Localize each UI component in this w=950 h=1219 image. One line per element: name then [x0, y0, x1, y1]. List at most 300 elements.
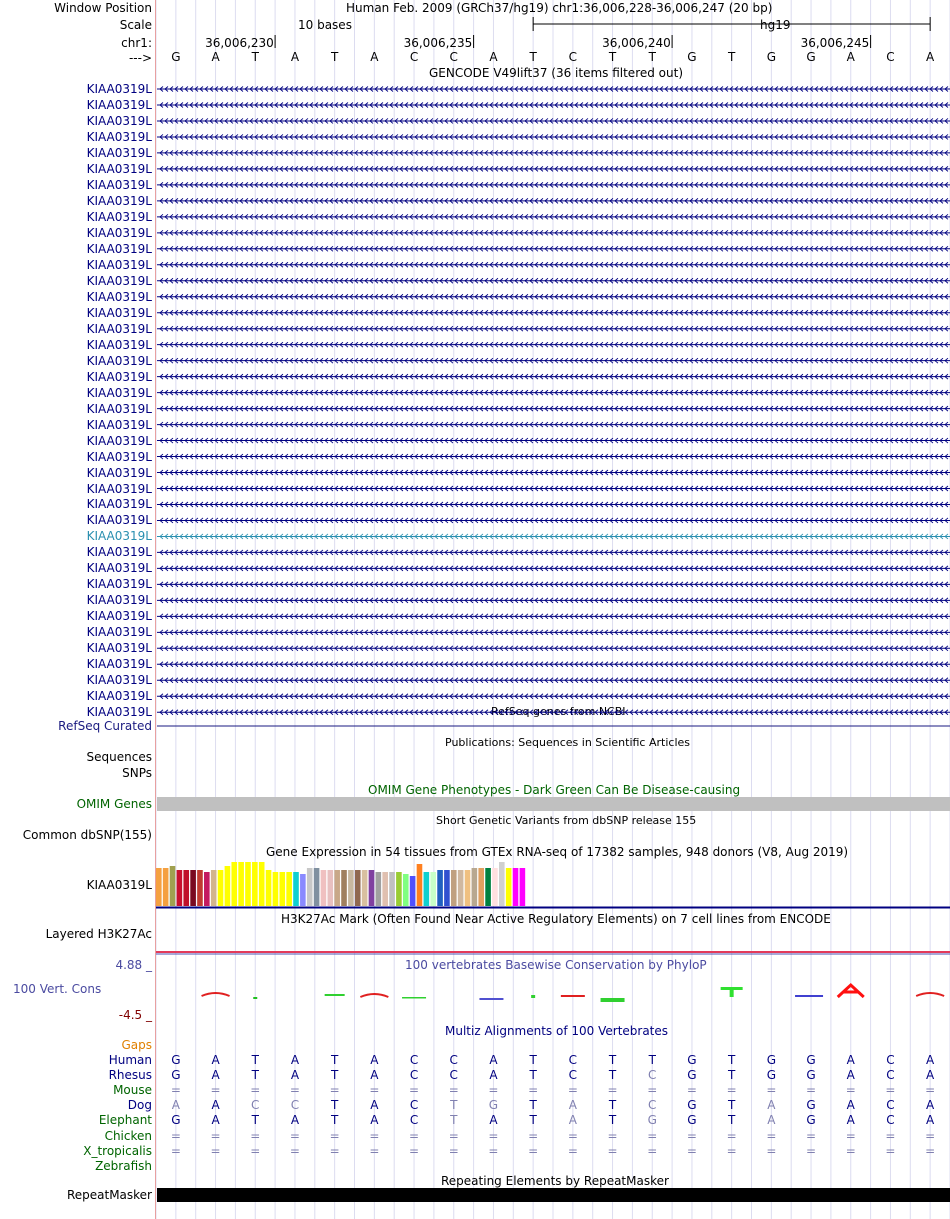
alignment-base: A — [171, 1098, 180, 1113]
gtex-tissue-bar — [444, 870, 450, 906]
omim-label[interactable]: OMIM Genes — [76, 797, 152, 811]
base-letter: T — [251, 50, 259, 64]
gencode-transcript-label[interactable]: KIAA0319L — [86, 193, 152, 208]
alignment-base: C — [290, 1098, 300, 1113]
gencode-transcript-label[interactable]: KIAA0319L — [86, 97, 152, 112]
alignment-base: = — [289, 1143, 300, 1158]
alignment-base: = — [647, 1083, 658, 1098]
alignment-base: = — [766, 1083, 777, 1098]
alignment-base: C — [449, 1068, 458, 1083]
alignment-base: A — [568, 1113, 577, 1128]
alignment-base: = — [686, 1128, 697, 1143]
alignment-base: C — [409, 1068, 419, 1083]
alignment-base: T — [727, 1068, 736, 1083]
phylop-min-label: -4.5 _ — [118, 1008, 152, 1022]
gtex-tissue-bar — [485, 868, 491, 906]
alignment-base: = — [607, 1083, 618, 1098]
gencode-transcript-label[interactable]: KIAA0319L — [86, 353, 152, 368]
base-letter: T — [727, 50, 736, 64]
gtex-tissue-bar — [183, 870, 189, 906]
alignment-base: = — [647, 1128, 658, 1143]
gtex-tissue-bar — [492, 868, 498, 906]
alignment-base: = — [885, 1083, 896, 1098]
alignment-base: = — [210, 1083, 221, 1098]
gtex-tissue-bar — [424, 872, 430, 906]
phylop-score-glyph — [838, 985, 864, 997]
alignment-base: A — [846, 1053, 855, 1067]
repeatmasker-track-title: Repeating Elements by RepeatMasker — [441, 1174, 669, 1188]
alignment-base: T — [450, 1113, 458, 1128]
phylop-track-title: 100 vertebrates Basewise Conservation by PhyloP — [405, 958, 707, 972]
alignment-base: A — [370, 1068, 379, 1083]
assembly-position-text: Human Feb. 2009 (GRCh37/hg19) chr1:36,006,228-36,006,247 (20 bp) — [346, 1, 773, 15]
repeatmasker-bar — [157, 1188, 950, 1202]
alignment-base: = — [607, 1128, 618, 1143]
gencode-transcript-label[interactable]: KIAA0319L — [86, 209, 152, 224]
alignment-base: = — [329, 1128, 340, 1143]
alignment-base: = — [528, 1083, 539, 1098]
gtex-tissue-bar — [437, 870, 443, 906]
alignment-base: = — [925, 1143, 936, 1158]
base-letter: G — [687, 50, 697, 64]
alignment-base: A — [489, 1053, 498, 1067]
alignment-base: = — [369, 1083, 380, 1098]
alignment-base: = — [250, 1128, 261, 1143]
base-letter: A — [290, 50, 300, 64]
publications-sequences-label[interactable]: Sequences — [86, 750, 152, 764]
alignment-base: = — [289, 1128, 300, 1143]
alignment-base: A — [926, 1068, 935, 1083]
alignment-base: = — [726, 1143, 737, 1158]
phylop-score-glyph — [601, 998, 625, 1002]
alignment-base: G — [766, 1068, 776, 1083]
alignment-base: T — [727, 1053, 736, 1067]
gencode-transcript-label[interactable]: KIAA0319L — [86, 465, 152, 480]
alignment-base: A — [290, 1068, 300, 1083]
alignment-base: A — [370, 1113, 379, 1128]
gencode-transcript-label[interactable]: KIAA0319L — [86, 641, 152, 656]
phylop-score-glyph — [360, 994, 388, 997]
db-label: hg19 — [760, 18, 791, 32]
alignment-base: T — [529, 1068, 537, 1083]
alignment-base: A — [370, 1053, 379, 1067]
base-letter: G — [806, 50, 816, 64]
alignment-base: = — [409, 1143, 420, 1158]
alignment-base: = — [845, 1128, 856, 1143]
base-letter: T — [608, 50, 617, 64]
alignment-base: = — [885, 1128, 896, 1143]
base-letter: C — [449, 50, 458, 64]
alignment-base: A — [846, 1098, 855, 1113]
gtex-tissue-bar — [396, 872, 402, 906]
alignment-base: A — [926, 1053, 935, 1067]
gencode-transcript-label[interactable]: KIAA0319L — [86, 657, 152, 672]
alignment-base: A — [846, 1113, 855, 1128]
alignment-base: = — [448, 1128, 459, 1143]
alignment-base: C — [648, 1098, 657, 1113]
omim-gene-bar — [157, 797, 950, 811]
gtex-tissue-bar — [300, 874, 306, 906]
gencode-transcript-label[interactable]: KIAA0319L — [86, 577, 152, 592]
gencode-transcript-label[interactable]: KIAA0319L — [86, 401, 152, 416]
alignment-base: T — [330, 1068, 339, 1083]
gtex-tissue-bar — [252, 862, 258, 906]
alignment-base: A — [211, 1113, 220, 1128]
gencode-transcript-label[interactable]: KIAA0319L — [86, 481, 152, 496]
alignment-base: = — [766, 1143, 777, 1158]
alignment-base: = — [686, 1083, 697, 1098]
gencode-transcript-label[interactable]: KIAA0319L — [86, 545, 152, 560]
gtex-tissue-bar — [376, 872, 382, 906]
refseq-track-title: RefSeq genes from NCBI — [491, 705, 626, 718]
gtex-tissue-bar — [520, 868, 526, 906]
alignment-base: = — [567, 1143, 578, 1158]
position-tick-label: 36,006,245 — [800, 36, 870, 50]
alignment-base: = — [567, 1083, 578, 1098]
position-tick-label: 36,006,235 — [403, 36, 473, 50]
alignment-base: = — [329, 1083, 340, 1098]
phylop-score-glyph — [253, 997, 257, 999]
alignment-base: G — [171, 1113, 181, 1128]
alignment-base: = — [845, 1083, 856, 1098]
h3k27ac-label[interactable]: Layered H3K27Ac — [45, 927, 152, 941]
dbsnp-track-title: Short Genetic Variants from dbSNP release 155 — [436, 814, 697, 827]
gtex-tissue-bar — [197, 870, 203, 906]
alignment-base: = — [488, 1083, 499, 1098]
alignment-base: = — [925, 1128, 936, 1143]
dbsnp-label[interactable]: Common dbSNP(155) — [22, 828, 152, 842]
gtex-tissue-bar — [266, 870, 272, 906]
alignment-base: A — [926, 1113, 935, 1128]
species-label[interactable]: Dog — [127, 1098, 152, 1113]
alignment-base: T — [450, 1098, 458, 1113]
gtex-tissue-bar — [513, 868, 519, 906]
alignment-base: G — [687, 1113, 697, 1128]
gtex-tissue-bar — [472, 868, 478, 906]
repeatmasker-label[interactable]: RepeatMasker — [66, 1188, 152, 1202]
alignment-base: A — [489, 1068, 498, 1083]
alignment-base: = — [488, 1143, 499, 1158]
multiz-track-title: Multiz Alignments of 100 Vertebrates — [445, 1024, 669, 1038]
alignment-base: = — [686, 1143, 697, 1158]
gencode-transcript-label[interactable]: KIAA0319L — [86, 449, 152, 464]
gtex-tissue-bar — [355, 870, 361, 906]
gencode-transcript-label[interactable]: KIAA0319L — [86, 305, 152, 320]
alignment-base: = — [726, 1128, 737, 1143]
alignment-base: C — [648, 1068, 657, 1083]
alignment-base: = — [488, 1128, 499, 1143]
base-letter: T — [330, 50, 339, 64]
gtex-tissue-bar — [273, 872, 279, 906]
alignment-base: T — [727, 1098, 736, 1113]
base-letter: C — [409, 50, 419, 64]
gtex-tissue-bar — [279, 872, 285, 906]
gencode-transcript-label[interactable]: KIAA0319L — [86, 593, 152, 608]
gtex-tissue-bar — [417, 864, 423, 906]
gtex-tissue-bar — [328, 870, 334, 906]
gencode-track-title: GENCODE V49lift37 (36 items filtered out) — [429, 66, 684, 80]
gtex-tissue-bar — [334, 870, 340, 906]
species-label[interactable]: Rhesus — [108, 1068, 152, 1083]
base-letter: G — [171, 50, 181, 64]
alignment-base: = — [329, 1143, 340, 1158]
alignment-base: = — [448, 1143, 459, 1158]
alignment-base: G — [171, 1068, 181, 1083]
alignment-base: = — [250, 1083, 261, 1098]
gtex-tissue-bar — [321, 870, 327, 906]
gencode-transcript-label[interactable]: KIAA0319L — [86, 625, 152, 640]
gaps-label: Gaps — [121, 1038, 152, 1052]
gencode-transcript-label[interactable]: KIAA0319L — [86, 177, 152, 192]
species-label[interactable]: Mouse — [113, 1083, 152, 1098]
phylop-score-glyph — [202, 993, 230, 996]
gtex-tissue-bar — [218, 870, 224, 906]
alignment-base: T — [330, 1098, 339, 1113]
alignment-base: T — [608, 1098, 617, 1113]
gtex-label[interactable]: KIAA0319L — [86, 878, 152, 892]
gencode-transcript-label[interactable]: KIAA0319L — [86, 113, 152, 128]
alignment-base: A — [290, 1113, 300, 1128]
gencode-transcript-label[interactable]: KIAA0319L — [86, 225, 152, 240]
alignment-base: T — [251, 1053, 259, 1067]
gencode-transcript-label[interactable]: KIAA0319L — [86, 529, 152, 544]
alignment-base: A — [211, 1053, 220, 1067]
gencode-transcript-label[interactable]: KIAA0319L — [86, 257, 152, 272]
strand-label: ---> — [128, 51, 152, 65]
gtex-tissue-bar — [478, 868, 484, 906]
alignment-base: A — [568, 1098, 577, 1113]
alignment-base: = — [806, 1083, 817, 1098]
gencode-transcript-label[interactable]: KIAA0319L — [86, 673, 152, 688]
base-letter: C — [568, 50, 578, 64]
base-letter: A — [846, 50, 855, 64]
gtex-tissue-bar — [506, 868, 512, 906]
h3k27ac-signal — [156, 951, 950, 953]
alignment-base: G — [806, 1098, 816, 1113]
gencode-transcript-label[interactable]: KIAA0319L — [86, 289, 152, 304]
alignment-base: C — [409, 1098, 419, 1113]
alignment-base: = — [409, 1128, 420, 1143]
alignment-base: A — [767, 1113, 776, 1128]
alignment-base: G — [687, 1053, 697, 1067]
species-label[interactable]: Zebrafish — [95, 1158, 152, 1173]
gtex-tissue-bar — [403, 874, 409, 906]
alignment-base: = — [528, 1143, 539, 1158]
alignment-base: = — [766, 1128, 777, 1143]
alignment-base: A — [767, 1098, 776, 1113]
alignment-base: G — [806, 1068, 816, 1083]
gtex-tissue-bar — [430, 872, 436, 906]
scale-label: Scale — [119, 18, 152, 32]
alignment-base: G — [687, 1068, 697, 1083]
gtex-track-title: Gene Expression in 54 tissues from GTEx RNA-seq of 17382 samples, 948 donors (V8, Aug 2019) — [266, 845, 849, 859]
alignment-base: = — [369, 1128, 380, 1143]
alignment-base: G — [171, 1053, 181, 1067]
gtex-tissue-bar — [458, 870, 464, 906]
species-label[interactable]: Human — [108, 1053, 152, 1067]
gtex-tissue-bar — [382, 872, 388, 906]
alignment-base: T — [251, 1113, 259, 1128]
alignment-base: T — [529, 1113, 537, 1128]
alignment-base: A — [211, 1098, 220, 1113]
alignment-base: T — [529, 1098, 537, 1113]
alignment-base: = — [409, 1083, 420, 1098]
alignment-base: C — [409, 1053, 419, 1067]
alignment-base: = — [806, 1128, 817, 1143]
refseq-label[interactable]: RefSeq Curated — [58, 719, 152, 733]
gencode-transcript-label[interactable]: KIAA0319L — [86, 321, 152, 336]
gtex-tissue-bar — [410, 876, 416, 906]
gtex-tissue-bar — [245, 862, 251, 906]
alignment-base: C — [449, 1053, 458, 1067]
gtex-tissue-bar — [362, 870, 368, 906]
gtex-tissue-bar — [465, 870, 471, 906]
chr-label: chr1: — [121, 36, 152, 50]
gencode-transcript-label[interactable]: KIAA0319L — [86, 705, 152, 720]
phylop-score-glyph — [730, 987, 734, 997]
alignment-base: T — [608, 1068, 617, 1083]
gtex-tissue-bar — [156, 868, 162, 906]
gtex-tissue-bar — [499, 862, 505, 906]
alignment-base: C — [886, 1113, 895, 1128]
window-position-label: Window Position — [54, 1, 152, 15]
alignment-base: T — [330, 1113, 339, 1128]
gencode-transcript-label[interactable]: KIAA0319L — [86, 561, 152, 576]
alignment-base: C — [886, 1068, 895, 1083]
alignment-base: = — [925, 1083, 936, 1098]
scale-bar-text: 10 bases — [298, 18, 352, 32]
gencode-transcript-label[interactable]: KIAA0319L — [86, 689, 152, 704]
alignment-base: G — [806, 1113, 816, 1128]
alignment-base: = — [885, 1143, 896, 1158]
alignment-base: A — [489, 1113, 498, 1128]
alignment-base: = — [845, 1143, 856, 1158]
gencode-transcript-label[interactable]: KIAA0319L — [86, 369, 152, 384]
alignment-base: T — [648, 1053, 656, 1067]
alignment-base: = — [448, 1083, 459, 1098]
alignment-base: C — [886, 1053, 895, 1067]
base-letter: A — [926, 50, 935, 64]
alignment-base: G — [806, 1053, 816, 1067]
gencode-transcript-label[interactable]: KIAA0319L — [86, 433, 152, 448]
alignment-base: = — [647, 1143, 658, 1158]
omim-track-title: OMIM Gene Phenotypes - Dark Green Can Be Disease-causing — [368, 783, 741, 797]
gencode-transcript-label[interactable]: KIAA0319L — [86, 161, 152, 176]
alignment-base: A — [290, 1053, 300, 1067]
gtex-tissue-bar — [238, 862, 244, 906]
base-letter: T — [648, 50, 656, 64]
gtex-tissue-bar — [307, 868, 313, 906]
phylop-label[interactable]: 100 Vert. Cons — [13, 982, 102, 996]
alignment-base: = — [170, 1143, 181, 1158]
base-letter: A — [211, 50, 220, 64]
gtex-tissue-bar — [389, 872, 395, 906]
gtex-tissue-bar — [225, 866, 231, 906]
alignment-base: = — [170, 1083, 181, 1098]
alignment-base: T — [727, 1113, 736, 1128]
alignment-base: G — [766, 1053, 776, 1067]
gtex-tissue-bar — [369, 870, 375, 906]
gtex-tissue-bar — [163, 868, 169, 906]
alignment-base: G — [488, 1098, 499, 1113]
gtex-tissue-bar — [259, 862, 265, 906]
alignment-base: = — [567, 1128, 578, 1143]
phylop-score-glyph — [916, 993, 944, 996]
gencode-transcript-label[interactable]: KIAA0319L — [86, 337, 152, 352]
gencode-transcript-label[interactable]: KIAA0319L — [86, 129, 152, 144]
alignment-base: G — [647, 1113, 657, 1128]
alignment-base: C — [251, 1098, 260, 1113]
base-letter: A — [370, 50, 379, 64]
alignment-base: C — [886, 1098, 895, 1113]
gencode-transcript-label[interactable]: KIAA0319L — [86, 82, 152, 96]
gtex-tissue-bar — [314, 868, 320, 906]
gtex-tissue-bar — [341, 870, 347, 906]
base-letter: C — [886, 50, 895, 64]
alignment-base: A — [211, 1068, 220, 1083]
gtex-tissue-bar — [190, 870, 196, 906]
alignment-base: A — [846, 1068, 855, 1083]
alignment-base: T — [330, 1053, 339, 1067]
alignment-base: = — [210, 1128, 221, 1143]
gencode-transcript-label[interactable]: KIAA0319L — [86, 273, 152, 288]
alignment-base: = — [806, 1143, 817, 1158]
alignment-base: = — [250, 1143, 261, 1158]
gtex-tissue-bar — [293, 872, 299, 906]
base-letter: A — [489, 50, 498, 64]
gtex-tissue-bar — [177, 870, 183, 906]
alignment-base: = — [528, 1128, 539, 1143]
phylop-max-label: 4.88 _ — [115, 958, 152, 972]
base-letter: T — [529, 50, 537, 64]
gencode-transcript-label[interactable]: KIAA0319L — [86, 145, 152, 160]
alignment-base: A — [370, 1098, 379, 1113]
species-label[interactable]: Chicken — [104, 1128, 152, 1143]
alignment-base: C — [409, 1113, 419, 1128]
alignment-base: = — [170, 1128, 181, 1143]
phylop-score-glyph — [402, 997, 426, 999]
position-tick-label: 36,006,230 — [205, 36, 274, 50]
h3k27ac-track-title: H3K27Ac Mark (Often Found Near Active Regulatory Elements) on 7 cell lines from ENCODE — [281, 912, 831, 926]
gencode-transcript-label[interactable]: KIAA0319L — [86, 417, 152, 432]
gencode-transcript-label[interactable]: KIAA0319L — [86, 609, 152, 624]
alignment-base: = — [210, 1143, 221, 1158]
position-tick-label: 36,006,240 — [602, 36, 671, 50]
phylop-score-glyph — [325, 994, 345, 996]
species-label[interactable]: X_tropicalis — [83, 1143, 152, 1158]
phylop-score-glyph — [531, 995, 535, 998]
base-letter: G — [766, 50, 776, 64]
gencode-transcript-label[interactable]: KIAA0319L — [86, 241, 152, 256]
alignment-base: T — [251, 1068, 259, 1083]
publications-snps-label[interactable]: SNPs — [122, 766, 152, 780]
alignment-base: = — [369, 1143, 380, 1158]
alignment-base: T — [529, 1053, 537, 1067]
species-label[interactable]: Elephant — [98, 1113, 152, 1128]
gencode-transcript-label[interactable]: KIAA0319L — [86, 385, 152, 400]
gtex-tissue-bar — [204, 872, 210, 906]
alignment-base: = — [726, 1083, 737, 1098]
gencode-transcript-label[interactable]: KIAA0319L — [86, 513, 152, 528]
publications-track-title: Publications: Sequences in Scientific Articles — [445, 736, 690, 749]
gtex-tissue-bar — [231, 862, 237, 906]
alignment-base: A — [926, 1098, 935, 1113]
alignment-base: T — [608, 1113, 617, 1128]
alignment-base: C — [568, 1068, 578, 1083]
alignment-base: = — [607, 1143, 618, 1158]
alignment-base: G — [687, 1098, 697, 1113]
gencode-transcript-label[interactable]: KIAA0319L — [86, 497, 152, 512]
